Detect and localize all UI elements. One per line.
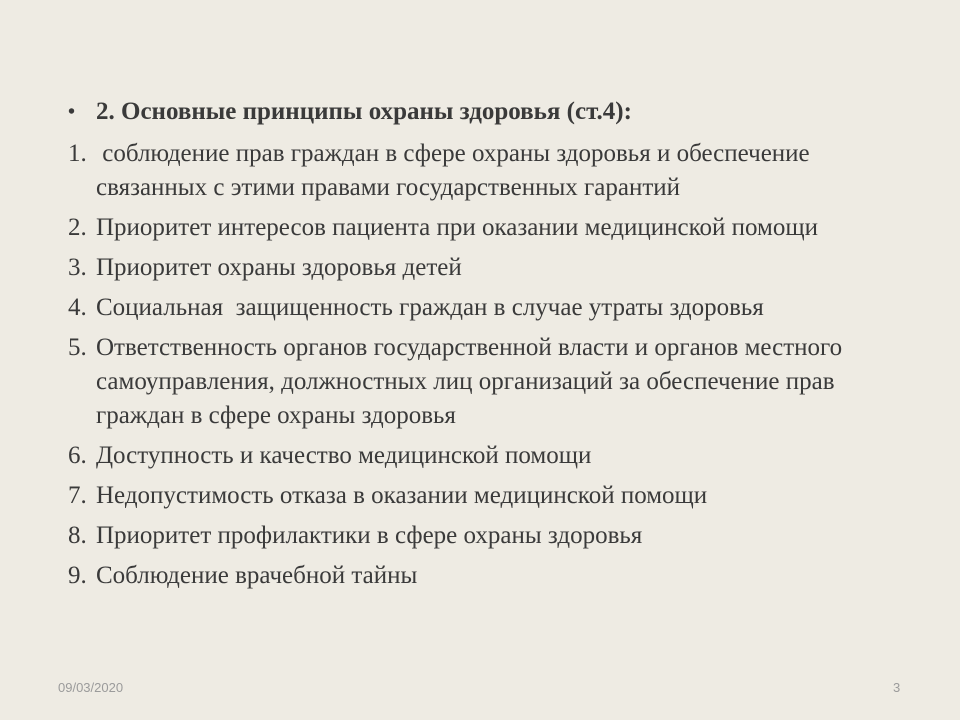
bullet-icon: •: [68, 101, 76, 123]
item-number: 1.: [68, 140, 87, 167]
item-text: Доступность и качество медицинской помощи: [96, 442, 592, 469]
list-item: [68, 559, 908, 593]
list-item: [68, 479, 908, 513]
list-item: [68, 251, 908, 285]
item-number: 2.: [68, 214, 87, 241]
list-item: [68, 331, 908, 433]
item-number: 3.: [68, 254, 87, 281]
item-text: соблюдение прав граждан в сфере охраны здоровья и обеспечение связанных с этими правами государственных гарантий: [96, 140, 823, 201]
item-number: 4.: [68, 294, 87, 321]
item-text: Соблюдение врачебной тайны: [96, 562, 418, 589]
list-item: [68, 291, 908, 325]
footer-date: 09/03/2020: [58, 680, 124, 695]
list-item: [68, 211, 908, 245]
item-text: Социальная защищенность граждан в случае утраты здоровья: [96, 294, 764, 321]
principles-list: [68, 137, 908, 599]
item-number: 7.: [68, 482, 87, 509]
item-text: Приоритет профилактики в сфере охраны здоровья: [96, 522, 643, 549]
heading-text: 2. Основные принципы охраны здоровья (ст.4):: [96, 98, 632, 125]
item-number: 8.: [68, 522, 87, 549]
item-text: Недопустимость отказа в оказании медицинской помощи: [96, 482, 708, 509]
item-number: 5.: [68, 334, 87, 361]
list-item: [68, 519, 908, 553]
page-number: 3: [893, 680, 901, 695]
item-number: 6.: [68, 442, 87, 469]
slide-heading: [68, 97, 632, 127]
item-text: Ответственность органов государственной власти и органов местного самоуправления, должностных лиц организаций за обеспечение прав граждан в сфере охраны здоровья: [96, 334, 849, 429]
item-number: 9.: [68, 562, 87, 589]
list-item: [68, 137, 908, 205]
item-text: Приоритет охраны здоровья детей: [96, 254, 462, 281]
item-text: Приоритет интересов пациента при оказании медицинской помощи: [96, 214, 818, 241]
list-item: [68, 439, 908, 473]
